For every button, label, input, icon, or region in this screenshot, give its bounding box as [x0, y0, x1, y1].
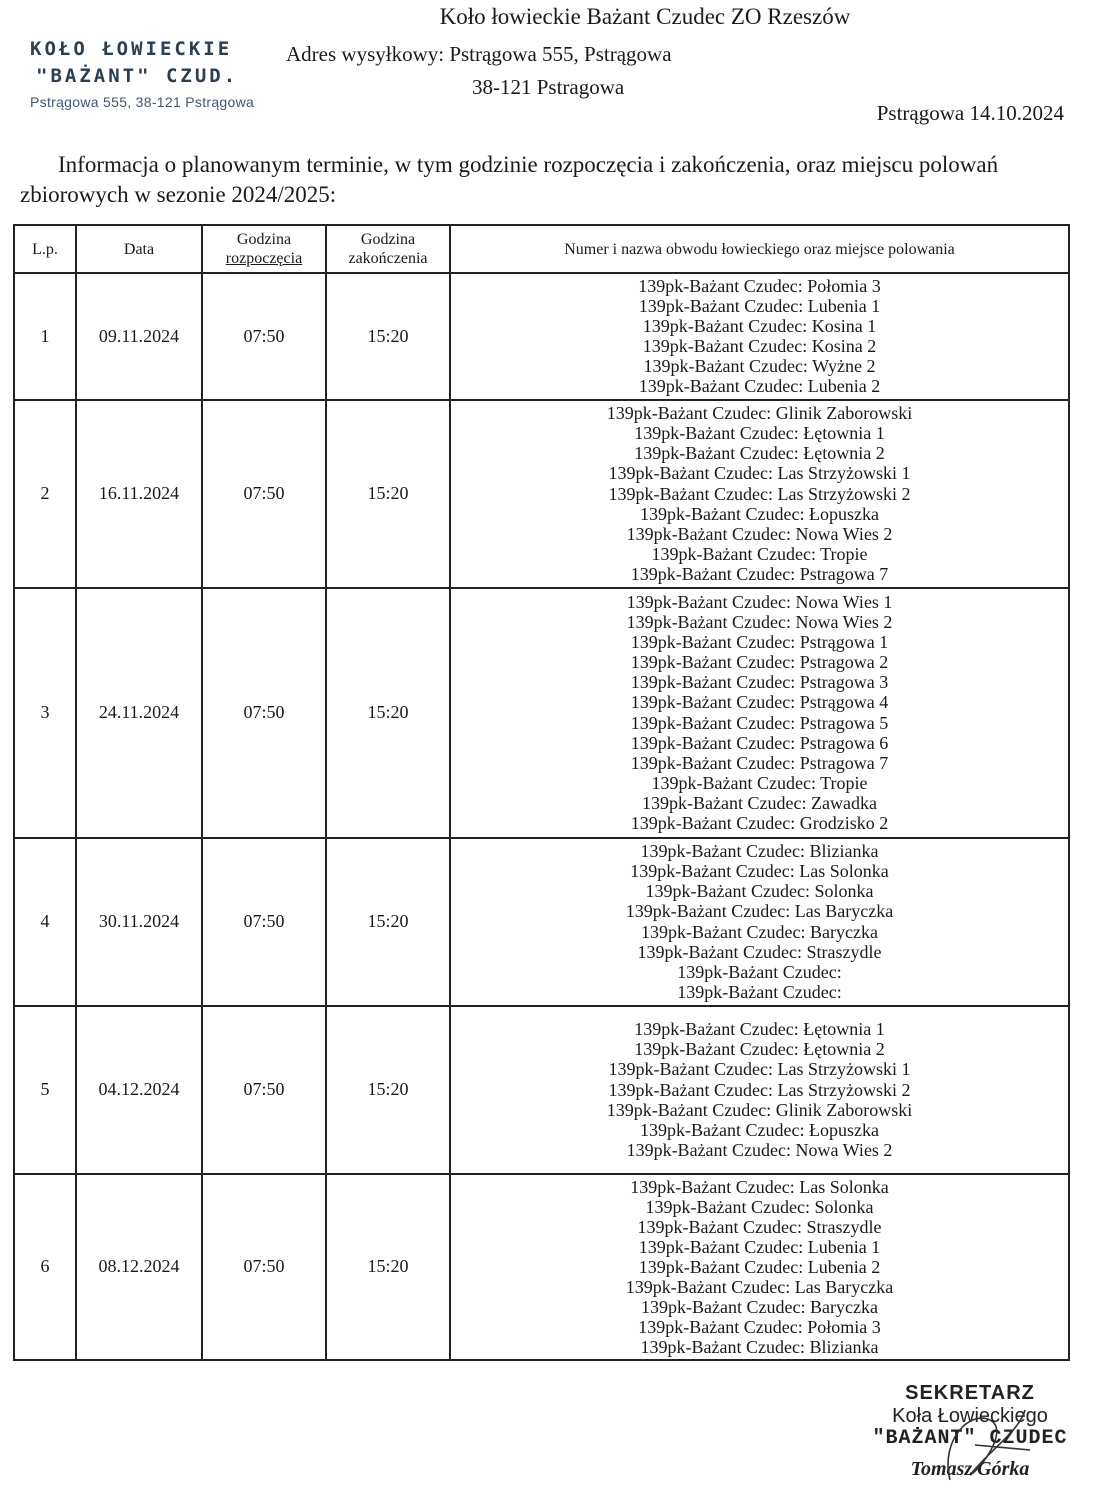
area-item: 139pk-Bażant Czudec: Lubenia 1: [638, 1236, 881, 1257]
row-areas: [450, 400, 1069, 588]
area-item: 139pk-Bażant Czudec: Kosina 2: [642, 336, 877, 357]
header-end-line-1: Godzina: [360, 231, 416, 248]
row-end-time: 15:20: [326, 273, 450, 400]
handwritten-signature: [930, 1400, 1040, 1490]
row-start-time: 07:50: [202, 1006, 326, 1174]
table-body: [14, 273, 1069, 1360]
area-item: 139pk-Bażant Czudec: Łętownia 2: [634, 443, 885, 464]
area-item: 139pk-Bażant Czudec: Baryczka: [641, 1297, 878, 1318]
area-item: 139pk-Bażant Czudec: Grodzisko 2: [630, 813, 889, 834]
row-date: 08.12.2024: [76, 1174, 202, 1361]
row-date: 16.11.2024: [76, 400, 202, 588]
row-start-time: 07:50: [202, 838, 326, 1006]
header-end-line-2: zakończenia: [348, 250, 428, 267]
table-row: [14, 588, 1069, 838]
row-number: 4: [14, 838, 76, 1006]
row-date: 09.11.2024: [76, 273, 202, 400]
area-item: 139pk-Bażant Czudec: Kosina 1: [642, 316, 877, 337]
row-end-time: 15:20: [326, 400, 450, 588]
header-lp: L.p.: [14, 225, 76, 273]
area-item: 139pk-Bażant Czudec: Las Strzyżowski 2: [608, 483, 911, 504]
area-item: 139pk-Bażant Czudec: Glinik Zaborowski: [606, 403, 913, 424]
club-stamp: [30, 36, 254, 110]
area-item: 139pk-Bażant Czudec: Tropie: [651, 543, 868, 564]
header-start-line-2: rozpoczęcia: [225, 250, 303, 267]
shipping-address: [286, 38, 672, 104]
area-item: 139pk-Bażant Czudec: Straszydle: [637, 941, 882, 962]
area-item: 139pk-Bażant Czudec: Zawadka: [642, 792, 877, 813]
area-item: 139pk-Bażant Czudec:: [677, 981, 842, 1002]
row-end-time: 15:20: [326, 1006, 450, 1174]
row-areas: [450, 1006, 1069, 1174]
area-item: 139pk-Bażant Czudec: Połomia 3: [638, 1317, 881, 1338]
area-item: 139pk-Bażant Czudec: Las Solonka: [630, 861, 889, 882]
area-item: 139pk-Bażant Czudec: Las Strzyżowski 1: [608, 1059, 911, 1080]
row-areas: [450, 838, 1069, 1006]
row-number: 3: [14, 588, 76, 838]
area-item: 139pk-Bażant Czudec: Łopuszka: [640, 1119, 879, 1140]
area-item: 139pk-Bażant Czudec: Solonka: [645, 881, 874, 902]
area-item: 139pk-Bażant Czudec: Glinik Zaborowski: [606, 1099, 913, 1120]
area-item: 139pk-Bażant Czudec: Łętownia 1: [634, 423, 885, 444]
club-title: Koło łowieckie Bażant Czudec ZO Rzeszów: [439, 4, 851, 29]
document-date: Pstrągowa 14.10.2024: [876, 101, 1064, 125]
header-date: Data: [76, 225, 202, 273]
area-item: 139pk-Bażant Czudec: Pstragowa 7: [630, 563, 889, 584]
area-item: 139pk-Bażant Czudec: Las Baryczka: [625, 901, 894, 922]
row-end-time: 15:20: [326, 588, 450, 838]
stamp-address: Pstrągowa 555, 38-121 Pstrągowa: [30, 94, 255, 110]
table-row: [14, 400, 1069, 588]
address-line-2: 38-121 Pstragowa: [472, 75, 625, 99]
secretary-line-2: Koła Łowieckiego: [892, 1405, 1048, 1427]
area-item: 139pk-Bażant Czudec: Łętownia 1: [634, 1019, 885, 1040]
row-areas: [450, 1174, 1069, 1361]
row-number: 5: [14, 1006, 76, 1174]
secretary-name: Tomasz Górka: [910, 1458, 1030, 1480]
header-start: [202, 225, 326, 273]
area-item: 139pk-Bażant Czudec: Lubenia 2: [638, 1256, 881, 1277]
stamp-line-1: KOŁO ŁOWIECKIE: [30, 38, 233, 60]
area-item: 139pk-Bażant Czudec: Łętownia 2: [634, 1039, 885, 1060]
row-end-time: 15:20: [326, 1174, 450, 1361]
table-row: [14, 1006, 1069, 1174]
area-item: 139pk-Bażant Czudec: Blizianka: [640, 1337, 879, 1358]
area-item: 139pk-Bażant Czudec: Tropie: [651, 772, 868, 793]
intro-text: Informacja o planowanym terminie, w tym godzinie rozpoczęcia i zakończenia, oraz miejscu polowań zbiorowych w sezonie 2024/2025:: [20, 152, 999, 207]
row-start-time: 07:50: [202, 1174, 326, 1361]
row-number: 6: [14, 1174, 76, 1361]
area-item: 139pk-Bażant Czudec: Straszydle: [637, 1216, 882, 1237]
area-item: 139pk-Bażant Czudec: Pstragowa 5: [630, 712, 889, 733]
row-date: 04.12.2024: [76, 1006, 202, 1174]
table-row: [14, 1174, 1069, 1361]
area-item: 139pk-Bażant Czudec: Nowa Wies 2: [626, 1139, 893, 1160]
row-number: 2: [14, 400, 76, 588]
area-item: 139pk-Bażant Czudec: Las Strzyżowski 1: [608, 463, 911, 484]
area-item: 139pk-Bażant Czudec: Łopuszka: [640, 503, 879, 524]
secretary-title: SEKRETARZ: [905, 1382, 1035, 1404]
hunting-schedule-table: [13, 224, 1070, 1361]
area-item: 139pk-Bażant Czudec: Nowa Wies 2: [626, 612, 893, 633]
area-item: 139pk-Bażant Czudec:: [677, 961, 842, 982]
area-item: 139pk-Bażant Czudec: Pstrągowa 4: [630, 692, 889, 713]
area-item: 139pk-Bażant Czudec: Las Solonka: [630, 1176, 889, 1197]
stamp-line-2: "BAŻANT" CZUD.: [36, 65, 239, 87]
table-row: [14, 838, 1069, 1006]
header-area: Numer i nazwa obwodu łowieckiego oraz miejsce polowania: [450, 225, 1069, 273]
area-item: 139pk-Bażant Czudec: Pstragowa 2: [630, 652, 889, 673]
area-item: 139pk-Bażant Czudec: Las Baryczka: [625, 1277, 894, 1298]
row-start-time: 07:50: [202, 273, 326, 400]
area-item: 139pk-Bażant Czudec: Solonka: [645, 1196, 874, 1217]
area-item: 139pk-Bażant Czudec: Połomia 3: [638, 276, 881, 296]
header-start-line-1: Godzina: [236, 231, 292, 248]
table-row: [14, 273, 1069, 400]
area-item: 139pk-Bażant Czudec: Pstragowa 6: [630, 732, 889, 753]
row-date: 24.11.2024: [76, 588, 202, 838]
row-date: 30.11.2024: [76, 838, 202, 1006]
area-item: 139pk-Bażant Czudec: Las Strzyżowski 2: [608, 1079, 911, 1100]
area-item: 139pk-Bażant Czudec: Pstragowa 3: [630, 672, 889, 693]
area-item: 139pk-Bażant Czudec: Lubenia 1: [638, 296, 881, 317]
area-item: 139pk-Bażant Czudec: Pstragowa 7: [630, 752, 889, 773]
area-item: 139pk-Bażant Czudec: Baryczka: [641, 921, 878, 942]
row-end-time: 15:20: [326, 838, 450, 1006]
area-item: 139pk-Bażant Czudec: Blizianka: [640, 841, 879, 862]
row-areas: [450, 588, 1069, 838]
header-end: [326, 225, 450, 273]
area-item: 139pk-Bażant Czudec: Lubenia 2: [638, 376, 881, 397]
area-item: 139pk-Bażant Czudec: Pstrągowa 1: [630, 632, 889, 653]
row-number: 1: [14, 273, 76, 400]
secretary-line-3: "BAŻANT" CZUDEC: [872, 1427, 1068, 1450]
area-item: 139pk-Bażant Czudec: Nowa Wies 2: [626, 523, 893, 544]
table-header-row: [14, 225, 1069, 273]
area-item: 139pk-Bażant Czudec: Wyżne 2: [643, 356, 876, 377]
address-line-1: Adres wysyłkowy: Pstrągowa 555, Pstrągowa: [286, 42, 672, 66]
row-start-time: 07:50: [202, 588, 326, 838]
area-item: 139pk-Bażant Czudec: Nowa Wies 1: [626, 592, 893, 612]
row-start-time: 07:50: [202, 400, 326, 588]
row-areas: [450, 273, 1069, 400]
